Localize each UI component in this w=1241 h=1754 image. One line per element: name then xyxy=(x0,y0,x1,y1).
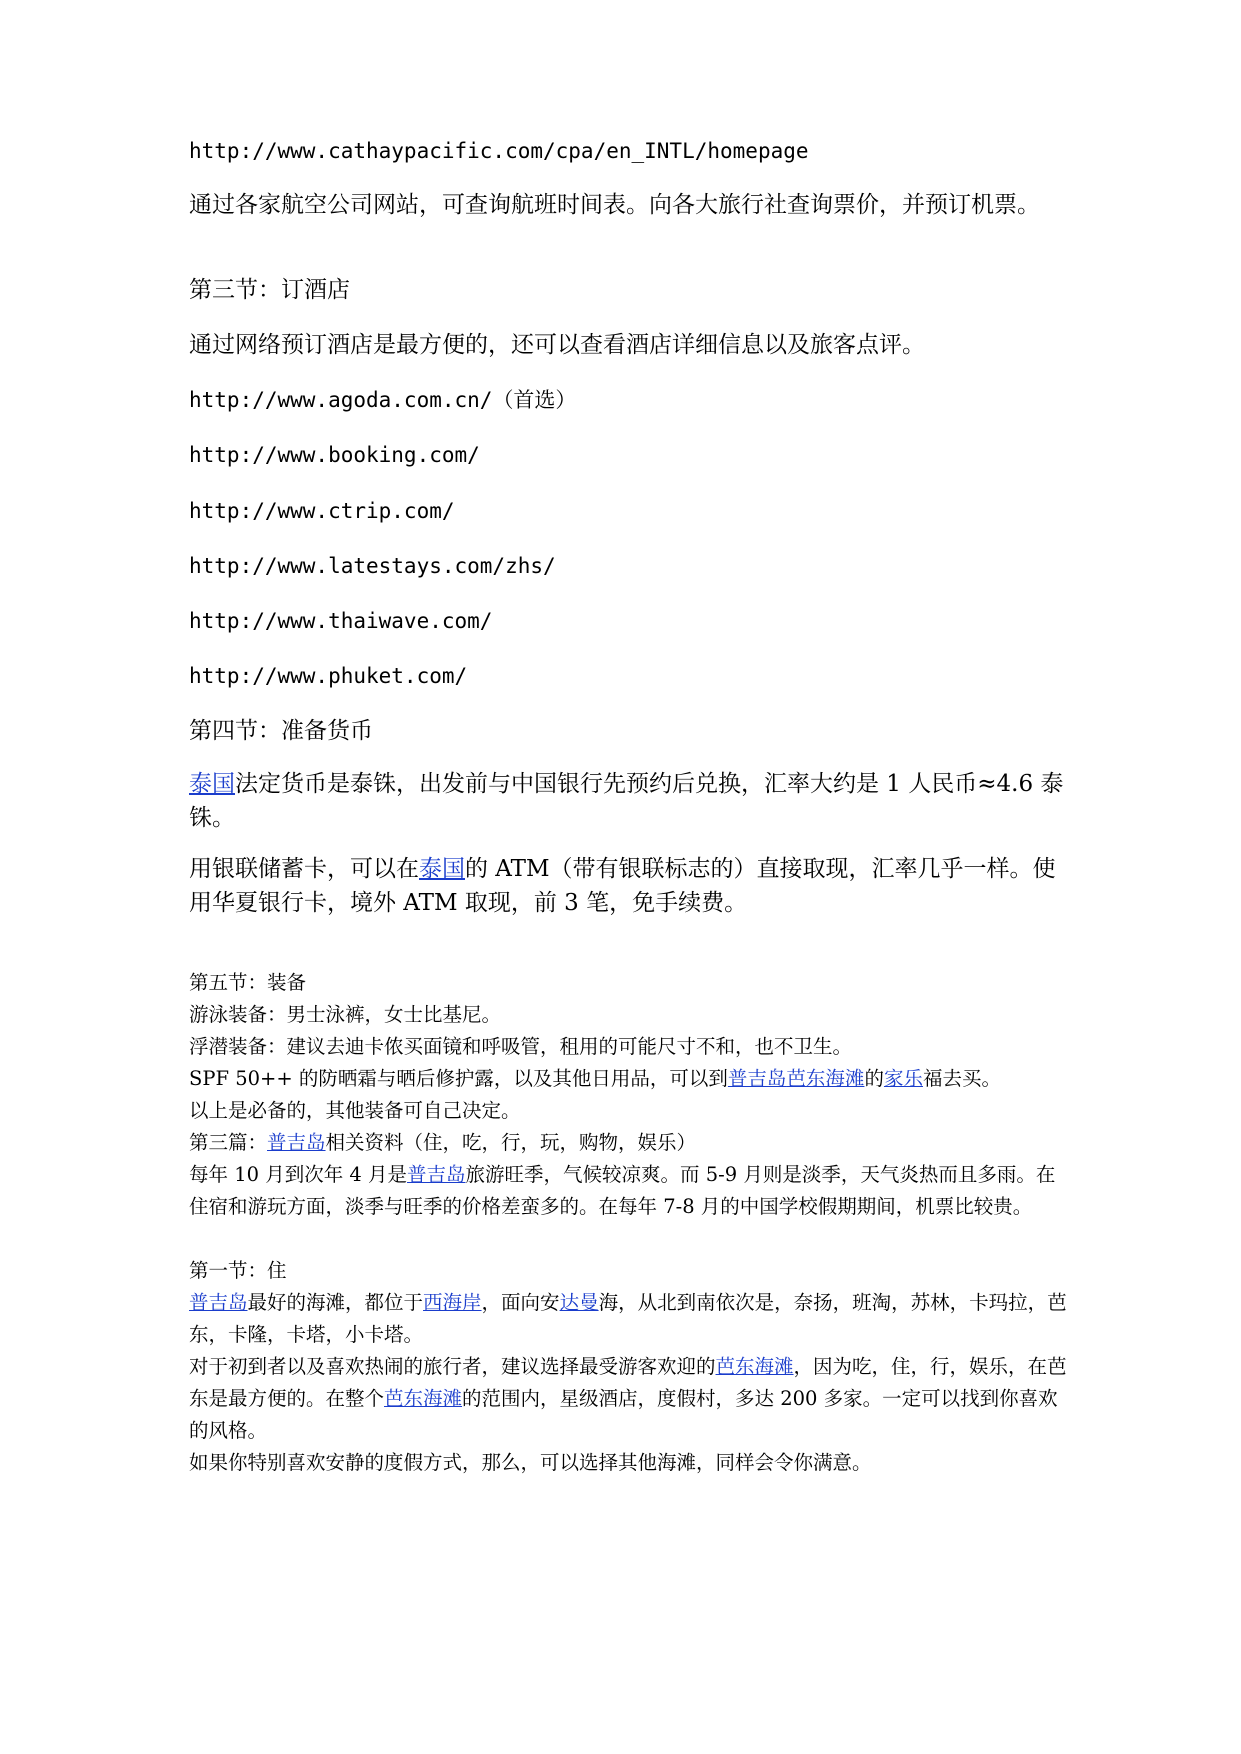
patong-mid: ，因为吃，住，行，娱乐，在芭东是最方便的。在整个 xyxy=(189,1355,1067,1410)
flight-note: 通过各家航空公司网站，可查询航班时间表。向各大旅行社查询票价，并预订机票。 xyxy=(189,192,1040,218)
currency-paragraph xyxy=(189,767,1069,835)
phuket-url: http://www.phuket.com/ xyxy=(189,664,468,688)
patong-beach-link[interactable]: 芭东海滩 xyxy=(786,1067,865,1090)
spf-line xyxy=(189,1063,1069,1095)
required-note: 以上是必备的，其他装备可自己决定。 xyxy=(189,1099,521,1122)
west-coast-link[interactable]: 西海岸 xyxy=(423,1291,482,1314)
beach-text-3: 海，从北到南依次是，奈扬，班淘，苏林，卡玛拉，芭东，卡隆，卡塔，小卡塔。 xyxy=(189,1291,1067,1346)
section3-title: 第三节：订酒店 xyxy=(189,277,350,303)
unionpay-post: 的 ATM（带有银联标志的）直接取现，汇率几乎一样。使用华夏银行卡，境外 ATM 取现，前 3 笔，免手续费。 xyxy=(189,856,1056,916)
unionpay-pre: 用银联储蓄卡，可以在 xyxy=(189,856,419,882)
agoda-url: http://www.agoda.com.cn/ xyxy=(189,388,493,412)
currency-text: 法定货币是泰铢，出发前与中国银行先预约后兑换，汇率大约是 1 人民币≈4.6 泰铢。 xyxy=(189,771,1064,831)
thailand-link[interactable]: 泰国 xyxy=(189,771,235,797)
patong-paragraph xyxy=(189,1351,1069,1447)
beach-paragraph xyxy=(189,1287,1069,1351)
part3-post: 相关资料（住，吃，行，玩，购物，娱乐） xyxy=(325,1131,697,1154)
quiet-note: 如果你特别喜欢安静的度假方式，那么，可以选择其他海滩，同样会令你满意。 xyxy=(189,1451,872,1474)
ctrip-url: http://www.ctrip.com/ xyxy=(189,499,455,523)
hotel-note: 通过网络预订酒店是最方便的，还可以查看酒店详细信息以及旅客点评。 xyxy=(189,332,925,358)
unionpay-paragraph xyxy=(189,852,1069,920)
part3-pre: 第三篇： xyxy=(189,1131,268,1154)
section1-title: 第一节：住 xyxy=(189,1259,287,1282)
agoda-note: （首选） xyxy=(492,388,577,412)
phuket-link[interactable]: 普吉岛 xyxy=(727,1067,787,1090)
phuket-link-3[interactable]: 普吉岛 xyxy=(407,1163,466,1186)
season-paragraph xyxy=(189,1159,1069,1223)
part3-title xyxy=(189,1127,1069,1159)
section4-title: 第四节：准备货币 xyxy=(189,718,373,744)
patong-beach-link-2[interactable]: 芭东海滩 xyxy=(715,1355,794,1378)
latestays-url: http://www.latestays.com/zhs/ xyxy=(189,554,556,578)
season-post: 旅游旺季，气候较凉爽。而 5-9 月则是淡季，天气炎热而且多雨。在住宿和游玩方面，淡季与旺季的价格差蛮多的。在每年 7-8 月的中国学校假期期间，机票比较贵。 xyxy=(189,1163,1056,1218)
section5-title: 第五节：装备 xyxy=(189,971,307,994)
snorkel-gear: 浮潜装备：建议去迪卡侬买面镜和呼吸管，租用的可能尺寸不和，也不卫生。 xyxy=(189,1035,853,1058)
swim-gear: 游泳装备：男士泳裤，女士比基尼。 xyxy=(189,1003,502,1026)
patong-post: 的范围内，星级酒店，度假村，多达 200 多家。一定可以找到你喜欢的风格。 xyxy=(189,1387,1058,1442)
agoda-line xyxy=(189,383,1069,417)
cathay-url: http://www.cathaypacific.com/cpa/en_INTL/homepage xyxy=(189,139,809,163)
thaiwave-url: http://www.thaiwave.com/ xyxy=(189,609,493,633)
booking-url: http://www.booking.com/ xyxy=(189,443,480,467)
spf-post: 福去买。 xyxy=(922,1067,1001,1090)
phuket-link-4[interactable]: 普吉岛 xyxy=(189,1291,248,1314)
season-pre: 每年 10 月到次年 4 月是 xyxy=(189,1163,408,1186)
patong-pre: 对于初到者以及喜欢热闹的旅行者，建议选择最受游客欢迎的 xyxy=(189,1355,716,1378)
carrefour-link[interactable]: 家乐 xyxy=(883,1067,923,1090)
beach-text-2: ，面向安 xyxy=(481,1291,560,1314)
spf-mid: 的 xyxy=(864,1067,884,1090)
beach-text-1: 最好的海滩，都位于 xyxy=(247,1291,424,1314)
phuket-link-2[interactable]: 普吉岛 xyxy=(267,1131,326,1154)
spf-pre: SPF 50++ 的防晒霜与晒后修护露，以及其他日用品，可以到 xyxy=(189,1067,728,1090)
andaman-link[interactable]: 达曼 xyxy=(559,1291,599,1314)
patong-beach-link-3[interactable]: 芭东海滩 xyxy=(384,1387,463,1410)
thailand-link-2[interactable]: 泰国 xyxy=(419,856,465,882)
